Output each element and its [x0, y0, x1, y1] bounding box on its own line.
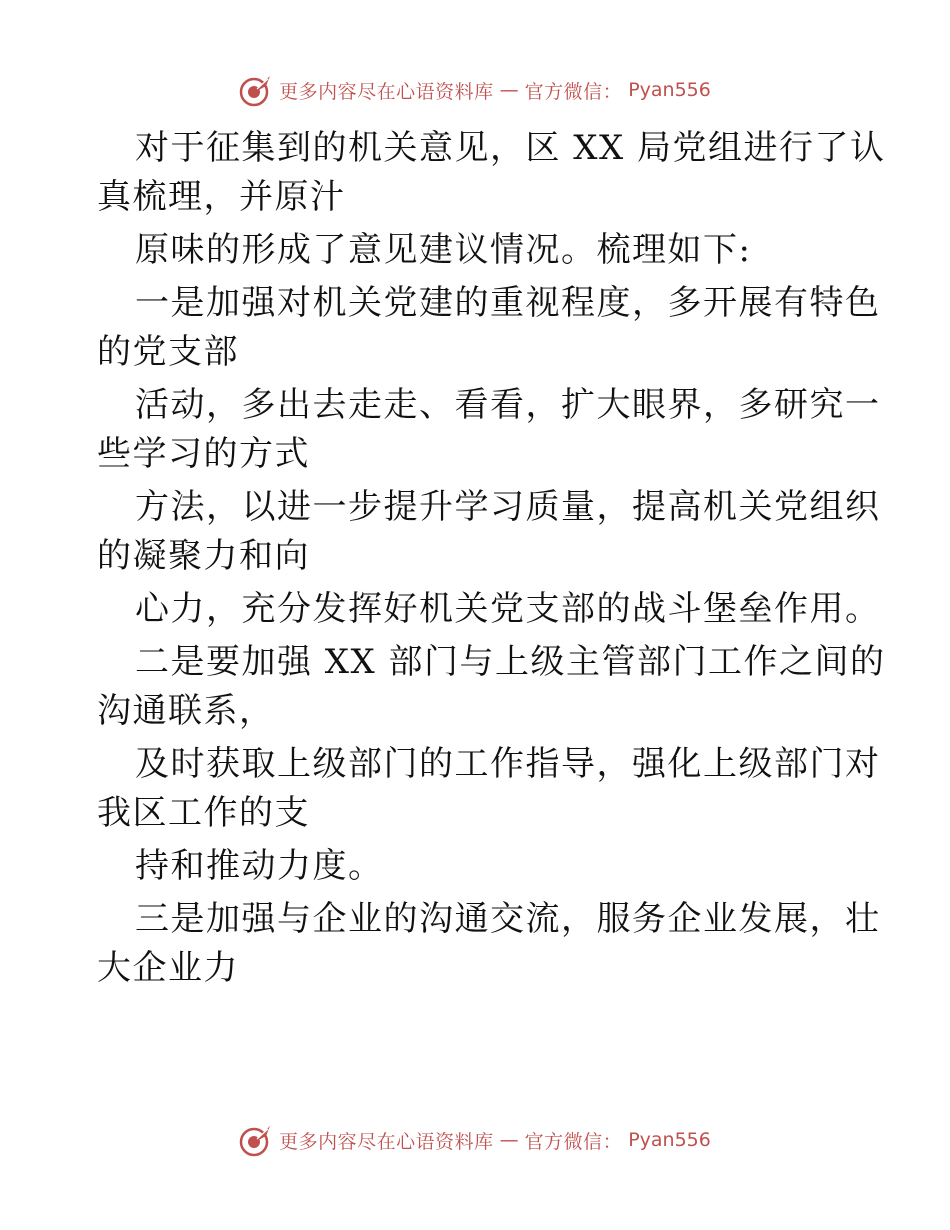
watermark-banner-bottom — [0, 1120, 950, 1160]
watermark-wechat-label: 官方微信： — [524, 80, 623, 103]
document-body — [97, 124, 886, 993]
body-line: 大企业力 — [97, 948, 239, 988]
body-line: 的党支部 — [97, 332, 239, 372]
watermark-site-text: 更多内容尽在心语资料库 — [279, 1130, 494, 1153]
body-line: 些学习的方式 — [97, 434, 310, 474]
watermark-site-text: 更多内容尽在心语资料库 — [279, 80, 494, 103]
body-line: 三是加强与企业的沟通交流，服务企业发展，壮 — [135, 899, 881, 939]
quill-logo-icon — [239, 1123, 273, 1157]
body-line: 对于征集到的机关意见，区 XX 局党组进行了认 — [135, 128, 886, 168]
body-line: 原味的形成了意见建议情况。梳理如下: — [135, 230, 752, 270]
watermark-separator: — — [499, 1129, 519, 1151]
watermark-wechat-id: Pyan556 — [628, 79, 711, 101]
watermark-banner-top — [0, 70, 950, 110]
body-line: 一是加强对机关党建的重视程度，多开展有特色 — [135, 283, 881, 323]
body-line: 的凝聚力和向 — [97, 536, 310, 576]
quill-logo-icon — [239, 73, 273, 107]
body-line: 真梳理，并原汁 — [97, 177, 346, 217]
body-line: 及时获取上级部门的工作指导，强化上级部门对 — [135, 744, 881, 784]
watermark-separator: — — [499, 79, 519, 101]
body-line: 活动，多出去走走、看看，扩大眼界，多研究一 — [135, 385, 881, 425]
body-line: 沟通联系， — [97, 691, 275, 731]
body-line: 心力，充分发挥好机关党支部的战斗堡垒作用。 — [135, 589, 881, 629]
watermark-wechat-label: 官方微信： — [524, 1130, 623, 1153]
watermark-wechat-id: Pyan556 — [628, 1129, 711, 1151]
body-line: 我区工作的支 — [97, 793, 310, 833]
body-line: 二是要加强 XX 部门与上级主管部门工作之间的 — [135, 642, 886, 682]
body-line: 持和推动力度。 — [135, 846, 384, 886]
body-line: 方法，以进一步提升学习质量，提高机关党组织 — [135, 487, 881, 527]
